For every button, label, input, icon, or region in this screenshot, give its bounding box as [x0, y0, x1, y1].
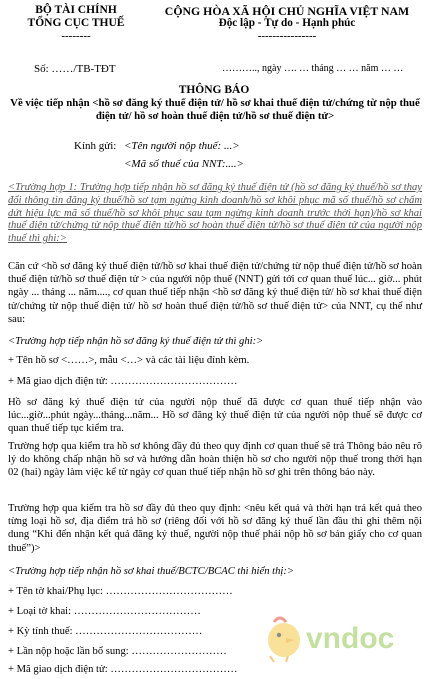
declaration-item: + Kỳ tính thuế: ………………………………	[8, 626, 203, 637]
declaration-item: + Loại tờ khai: ………………………………	[8, 606, 201, 617]
file-name-item: + Tên hồ sơ <……>, mẫu <…> và các tài liệu đính kèm.	[8, 355, 250, 366]
vndoc-brand-text: vndoc	[306, 622, 395, 655]
document-subject: Về việc tiếp nhận <hồ sơ đăng ký thuế điện tử/ hồ sơ khai thuế điện tử/chứng từ nộp thuế điện tử/ hồ sơ hoàn thuế điện tử/hồ sơ thuế điện tử>	[10, 97, 420, 123]
chick-mascot-icon	[268, 618, 300, 662]
document-number: Số: ……/TB-TĐT	[34, 63, 116, 75]
motto: Độc lập - Tự do - Hạnh phúc	[218, 17, 356, 29]
case1-note: <Trường hợp 1: Trường hợp tiếp nhận hồ sơ đăng ký thuế điện tử (hồ sơ đăng ký thuế/hồ sơ thay đổi thông tin đăng ký thuế/hồ sơ tạm ngừng kinh doanh/hồ sơ khôi phục mã số thuế/hồ sơ chấm dứt hiệu lực mã số thuế/hồ sơ khôi phục sau tạm ngừng kinh doanh trước thời hạn)/hồ sơ khai thuế điện tử/chứng từ nộp thuế điện tử/hồ sơ hoàn thuế điện tử/hồ sơ thuế điện tử của người nộp thuế thì ghi:>	[8, 182, 422, 245]
document-date: ……….., ngày …. … tháng … … năm … …	[222, 63, 404, 74]
declaration-item: + Tên tờ khai/Phụ lục: ………………………………	[8, 586, 233, 597]
department-name: TỔNG CỤC THUẾ	[27, 17, 125, 29]
recipient-label: Kính gửi:	[74, 140, 117, 152]
recipient-tax-code: <Mã số thuế của NNT:....>	[124, 158, 244, 170]
right-dashes: ----------------	[257, 30, 317, 42]
basis-paragraph: Căn cứ <hồ sơ đăng ký thuế điện tử/hồ sơ khai thuế điện tử/chứng từ nộp thuế điện tử/hồ sơ hoàn thuế điện tử/hồ sơ thuế điện tử > của người nộp thuế (NNT) gửi tới cơ quan thuế lúc... giờ... phút ngày ... tháng ... năm...., cơ quan thuế tiếp nhận <hồ sơ đăng ký thuế điện tử/ hồ sơ khai thuế điện tử/chứng từ nộp thuế điện tử/ hồ sơ hoàn thuế điện tử/hồ sơ thuế điện tử> của NNT, cụ thể như sau:	[8, 261, 422, 325]
declaration-item: + Lần nộp hoặc lần bổ sung: ………………………	[8, 646, 227, 657]
nation-title: CỘNG HÒA XÃ HỘI CHỦ NGHĨA VIỆT NAM	[164, 4, 410, 18]
document-title: THÔNG BÁO	[178, 84, 250, 96]
recipient-name: <Tên người nộp thuế: ...>	[124, 140, 240, 152]
complete-paragraph: Trường hợp qua kiểm tra hồ sơ đầy đủ theo quy định: <nêu kết quả và thời hạn trả kết quả theo từng loại hồ sơ, địa điểm trả hồ sơ (riêng đối với hồ sơ đăng ký thuế lần đầu thì ghi thêm nội dung “Khi đến nhận kết quả đăng ký thuế, người nộp thuế phải nộp hồ sơ bản giấy cho cơ quan thuế”)>	[8, 503, 422, 554]
declaration-item: + Mã giao dịch điện tử: ………………………………	[8, 664, 238, 675]
received-paragraph: Hồ sơ đăng ký thuế điện tử của người nộp thuế đã được cơ quan thuế tiếp nhận vào lúc...giờ...phút ngày...tháng...năm... Hồ sơ đăng ký thuế điện tử của người nộp thuế sẽ được cơ quan thuế tiếp tục kiểm tra.	[8, 397, 422, 435]
vndoc-watermark-logo	[258, 608, 418, 664]
ministry-name: BỘ TÀI CHÍNH	[35, 4, 117, 16]
declaration-case-note: <Trường hợp tiếp nhận hồ sơ khai thuế/BCTC/BCAC thì hiển thị:>	[8, 566, 294, 577]
left-dashes: --------	[61, 30, 91, 42]
transaction-code-item: + Mã giao dịch điện tử: ………………………………	[8, 376, 238, 387]
incomplete-paragraph: Trường hợp qua kiểm tra hồ sơ không đầy đủ theo quy định cơ quan thuế sẽ trả Thông báo nêu rõ lý do không chấp nhận hồ sơ và hướng dẫn hoàn thiện hồ sơ cho người nộp thuế trong thời hạn 02 (hai) ngày làm việc kể từ ngày cơ quan thuế tiếp nhận hồ sơ ghi trên thông báo này.	[8, 441, 422, 479]
registration-case-note: <Trường hợp tiếp nhận hồ sơ đăng ký thuế điện tử thì ghi:>	[8, 336, 264, 347]
